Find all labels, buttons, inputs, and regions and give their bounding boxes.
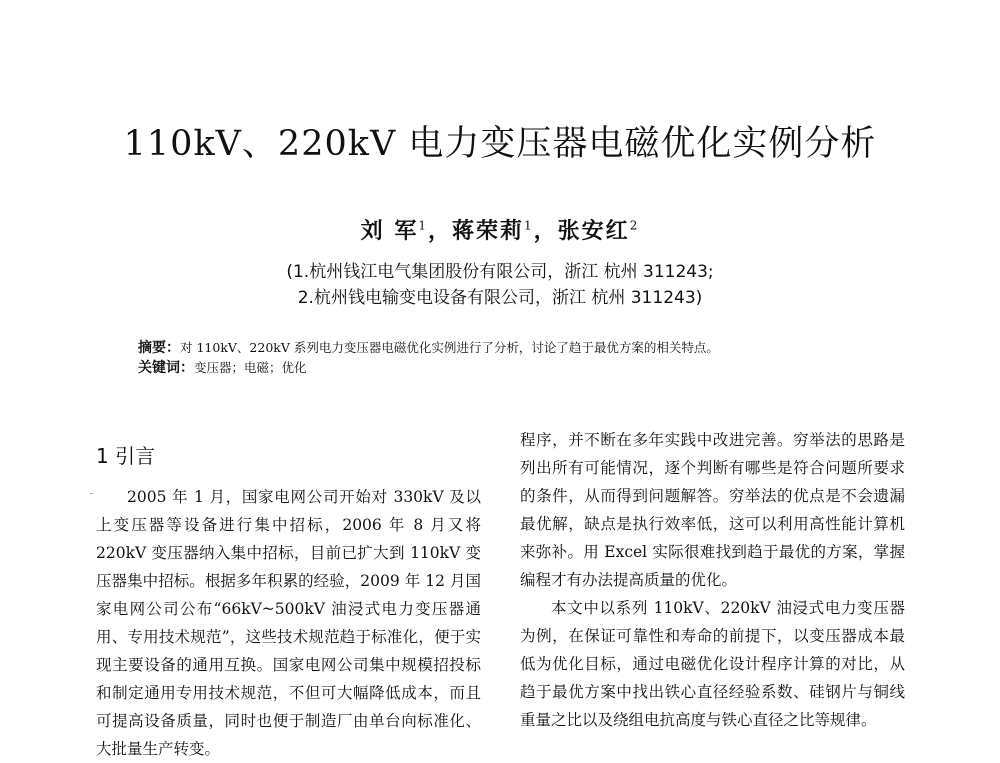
author-affiliation-mark: 1 (524, 218, 534, 233)
body-paragraph: 程序，并不断在多年实践中改进完善。穷举法的思路是列出所有可能情况，逐个判断有哪些是符合问题所要求的条件，从而得到问题解答。穷举法的优点是不会遗漏最优解，缺点是执行效率低，这可以利用高性能计算机来弥补。用 Excel 实际很难找到趋于最优的方案，掌握编程才有办法提高质量的优化。 (520, 431, 905, 589)
right-column (520, 426, 905, 734)
body-paragraph: 本文中以系列 110kV、220kV 油浸式电力变压器为例，在保证可靠性和寿命的前提下，以变压器成本最低为优化目标，通过电磁优化设计程序计算的对比，从趋于最优方案中找出铁心直径经验系数、硅钢片与铜线重量之比以及绕组电抗高度与铁心直径之比等规律。 (520, 599, 905, 729)
keywords-text: 变压器；电磁；优化 (194, 360, 307, 375)
author-separator: ， (427, 218, 452, 244)
body-paragraph: 2005 年 1 月，国家电网公司开始对 330kV 及以上变压器等设备进行集中招标，2006 年 8 月又将 220kV 变压器纳入集中招标，目前已扩大到 110kV 变压器集中招标。根据多年积累的经验，2009 年 12 月国家电网公司公布“66kV~500kV 油浸式电力变压器通用、专用技术规范”，这些技术规范趋于标准化，便于实现主要设备的通用互换。国家电网公司集中规模招投标和制定通用专用技术规范，不但可大幅降低成本，而且可提高设备质量，同时也便于制造厂由单台向标准化、大批量生产转变。 (96, 488, 481, 758)
section-heading: 1 引言 (96, 444, 156, 468)
author-name: 刘 军 (360, 218, 419, 244)
author-list (250, 214, 750, 245)
affiliation-line: 2.杭州钱电输变电设备有限公司，浙江 杭州 311243) (297, 288, 703, 308)
author-name: 蒋荣莉 (452, 218, 525, 244)
author-separator: ， (533, 218, 558, 244)
abstract-label: 摘要： (138, 340, 180, 356)
scan-artifact (90, 493, 93, 494)
keywords (138, 358, 898, 378)
left-column (96, 483, 481, 763)
affiliation-line: (1.杭州钱江电气集团股份有限公司，浙江 杭州 311243; (286, 262, 714, 282)
author-affiliation-mark: 2 (629, 218, 640, 233)
author-name: 张安红 (557, 218, 630, 244)
keywords-label: 关键词： (138, 360, 194, 376)
paper-title: 110kV、220kV 电力变压器电磁优化实例分析 (123, 124, 877, 164)
abstract (138, 338, 898, 358)
author-affiliation-mark: 1 (418, 218, 428, 233)
abstract-block (138, 338, 898, 378)
abstract-text: 对 110kV、220kV 系列电力变压器电磁优化实例进行了分析，讨论了趋于最优方案的相关特点。 (180, 340, 719, 355)
